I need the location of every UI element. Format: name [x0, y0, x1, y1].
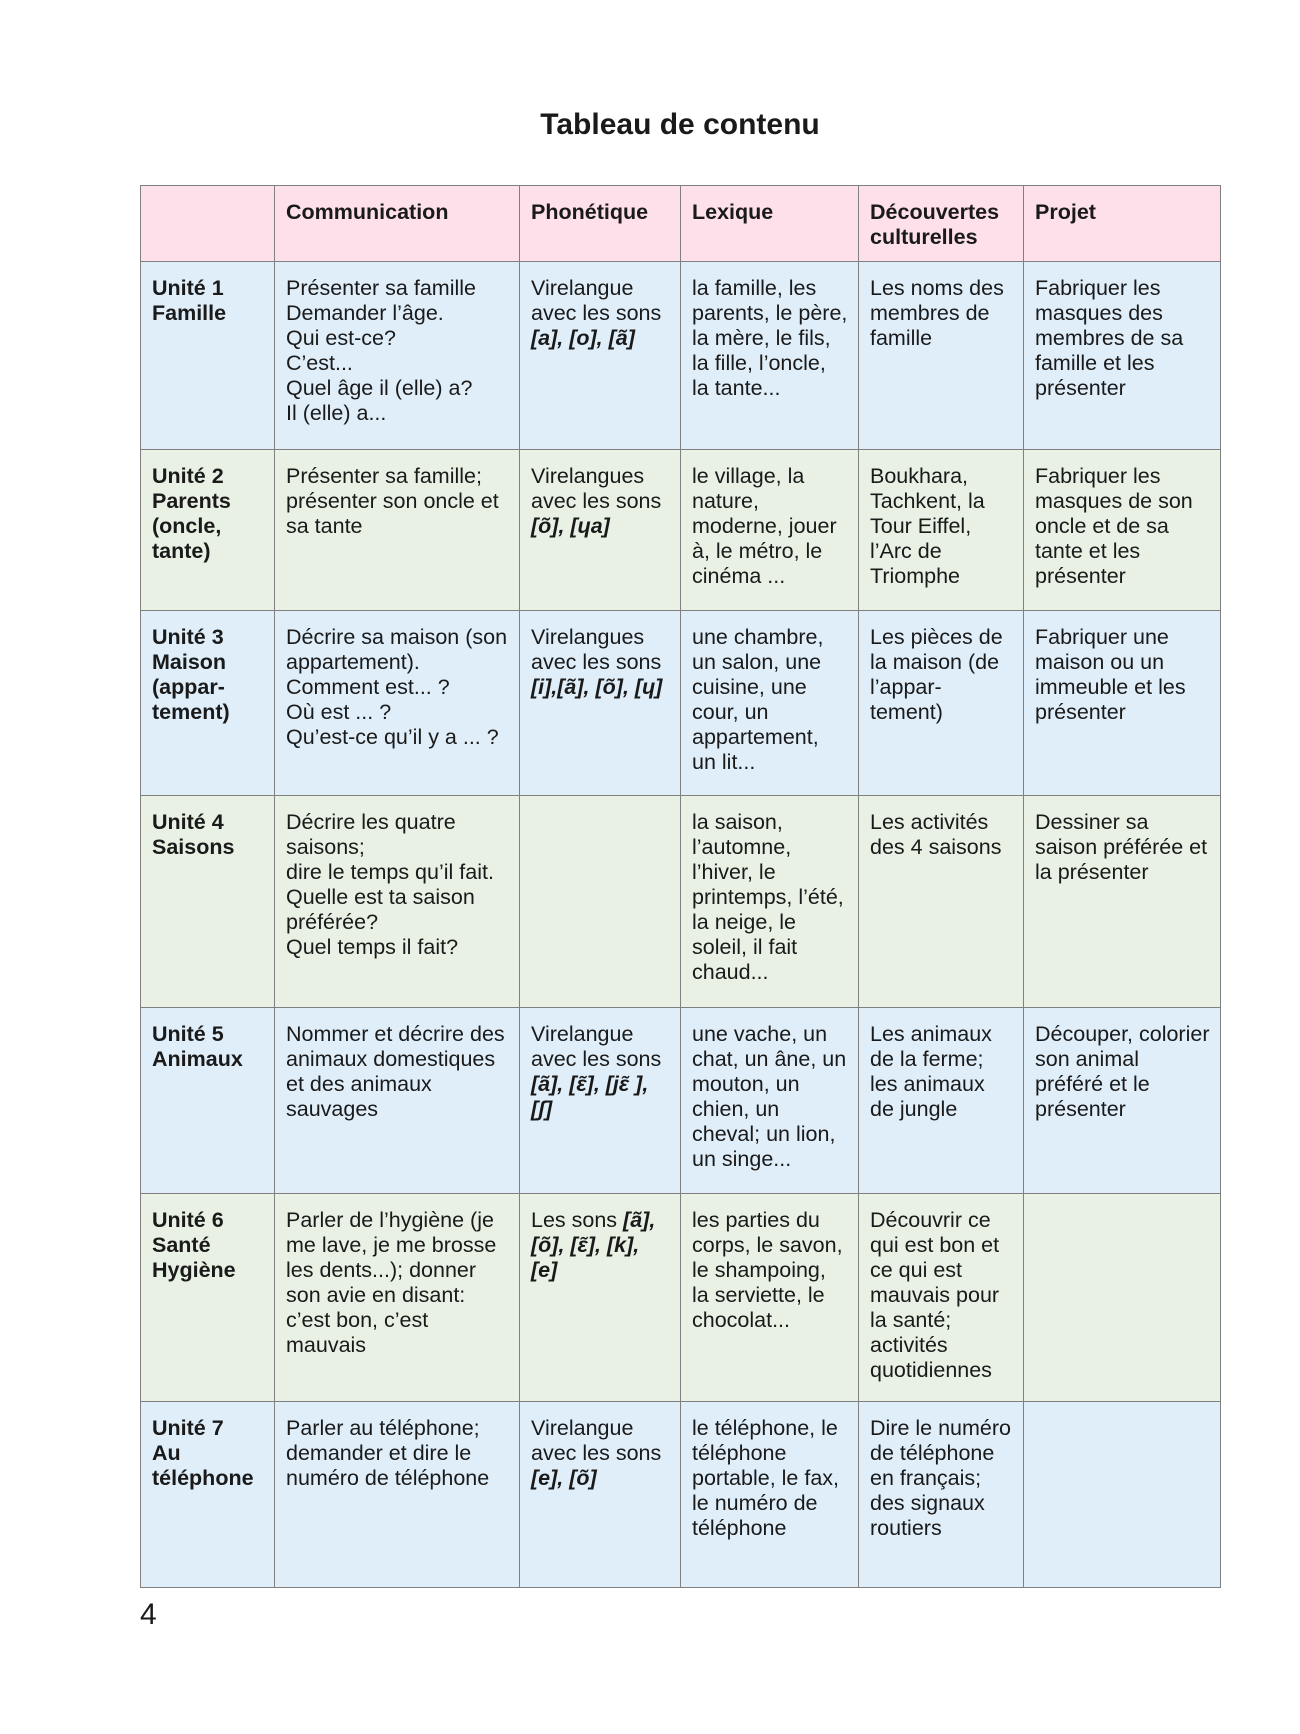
page-title: Tableau de contenu: [540, 108, 820, 141]
table-header-row: [141, 186, 1221, 262]
communication-line: Il (elle) a...: [286, 401, 387, 425]
unit-theme: tement): [152, 699, 230, 724]
communication-line: Qui est-ce?: [286, 326, 396, 350]
page-number: 4: [140, 1598, 157, 1631]
communication-line: Qu’est-ce qu’il y a ... ?: [286, 724, 499, 749]
communication-line: Présenter sa famille: [286, 276, 476, 300]
decouvertes-cell: Dire le numéro de téléphone en français; des signaux routiers: [859, 1401, 1024, 1587]
unit-theme: Animaux: [152, 1047, 243, 1072]
phonetique-cell: [520, 262, 681, 450]
unit-label: Unité 2: [152, 464, 224, 489]
unit-cell: [141, 450, 275, 610]
header-phonetique: Phonétique: [520, 186, 681, 262]
projet-cell: Découper, colorier son animal préféré et le présenter: [1024, 1008, 1221, 1194]
projet-cell: [1024, 1401, 1221, 1587]
phonetique-sounds: [ã], [ɛ̃], [jɛ̃ ], [ʃ]: [531, 1072, 649, 1122]
phonetique-cell: [520, 795, 681, 1007]
phonetique-cell: [520, 610, 681, 795]
phonetique-cell: [520, 1008, 681, 1194]
projet-cell: [1024, 1194, 1221, 1401]
communication-line: Quelle est ta saison préférée?: [286, 884, 475, 934]
unit-theme: Saisons: [152, 834, 235, 859]
unit-label: Unité 1: [152, 276, 224, 300]
communication-line: C’est...: [286, 351, 353, 375]
unit-theme: Maison: [152, 649, 227, 674]
table-row-unit-6: [141, 1194, 1221, 1401]
lexique-cell: la saison, l’automne, l’hiver, le printemps, l’été, la neige, le soleil, il fait chaud...: [681, 795, 859, 1007]
unit-cell: [141, 262, 275, 450]
projet-cell: Dessiner sa saison préférée et la présenter: [1024, 795, 1221, 1007]
unit-cell: [141, 610, 275, 795]
header-decouvertes: Découvertes culturelles: [859, 186, 1024, 262]
communication-line: Comment est... ?: [286, 674, 450, 699]
phonetique-sounds: [e], [õ]: [531, 1465, 597, 1490]
communication-line: Parler au téléphone; demander et dire le numéro de téléphone: [286, 1415, 490, 1490]
communication-cell: [275, 1008, 520, 1194]
communication-line: Parler de l’hygiène (je me lave, je me brosse les dents...); donner son avie en disant: c’est bon, c’est mauvais: [286, 1208, 497, 1358]
phonetique-cell: [520, 1194, 681, 1401]
header-communication: Communication: [275, 186, 520, 262]
table-row-unit-1: [141, 262, 1221, 450]
unit-theme: Famille: [152, 301, 227, 325]
unit-theme: Hygiène: [152, 1258, 236, 1283]
unit-label: Unité 4: [152, 809, 224, 834]
lexique-cell: une vache, un chat, un âne, un mouton, un chien, un cheval; un lion, un singe...: [681, 1008, 859, 1194]
lexique-cell: la famille, les parents, le père, la mère, le fils, la fille, l’oncle, la tante...: [681, 262, 859, 450]
phonetique-cell: [520, 450, 681, 610]
communication-cell: [275, 795, 520, 1007]
table-row-unit-3: [141, 610, 1221, 795]
phonetique-sounds: [õ], [ɥa]: [531, 514, 610, 539]
communication-line: Décrire les quatre saisons;: [286, 809, 456, 859]
unit-label: Unité 7: [152, 1415, 224, 1440]
unit-cell: [141, 795, 275, 1007]
unit-cell: [141, 1008, 275, 1194]
communication-line: Où est ... ?: [286, 699, 392, 724]
unit-theme: Parents: [152, 489, 231, 514]
unit-cell: [141, 1401, 275, 1587]
phonetique-sounds: [a], [o], [ã]: [531, 326, 635, 350]
phonetique-text: Les sons: [531, 1208, 618, 1233]
communication-cell: [275, 610, 520, 795]
phonetique-text: Virelangue avec les sons: [531, 1415, 662, 1465]
lexique-cell: une chambre, un salon, une cuisine, une cour, un appartement, un lit...: [681, 610, 859, 795]
table-row-unit-7: [141, 1401, 1221, 1587]
unit-theme: Santé: [152, 1233, 211, 1258]
lexique-cell: les parties du corps, le savon, le shampoing, la serviette, le chocolat...: [681, 1194, 859, 1401]
header-cell-empty: [141, 186, 275, 262]
table-row-unit-5: [141, 1008, 1221, 1194]
unit-cell: [141, 1194, 275, 1401]
header-lexique: Lexique: [681, 186, 859, 262]
unit-theme: tante): [152, 539, 211, 564]
unit-label: Unité 6: [152, 1208, 224, 1233]
lexique-cell: le téléphone, le téléphone portable, le fax, le numéro de téléphone: [681, 1401, 859, 1587]
contents-table: [140, 185, 1221, 1588]
communication-cell: [275, 1194, 520, 1401]
unit-theme: téléphone: [152, 1465, 254, 1490]
phonetique-text: Virelangues avec les sons: [531, 624, 662, 674]
projet-cell: Fabriquer les masques des membres de sa famille et les présenter: [1024, 262, 1221, 450]
communication-cell: [275, 1401, 520, 1587]
unit-label: Unité 5: [152, 1022, 224, 1047]
unit-theme: Au: [152, 1440, 181, 1465]
communication-line: Quel temps il fait?: [286, 934, 459, 959]
decouvertes-cell: Boukhara, Tachkent, la Tour Eiffel, l’Arc de Triomphe: [859, 450, 1024, 610]
communication-line: Nommer et décrire des animaux domestiques et des animaux sauvages: [286, 1022, 505, 1122]
unit-theme: (oncle,: [152, 514, 222, 539]
table-row-unit-2: [141, 450, 1221, 610]
projet-cell: Fabriquer les masques de son oncle et de sa tante et les présenter: [1024, 450, 1221, 610]
table-row-unit-4: [141, 795, 1221, 1007]
decouvertes-cell: Les pièces de la maison (de l’appar- tement): [859, 610, 1024, 795]
phonetique-cell: [520, 1401, 681, 1587]
decouvertes-cell: Les noms des membres de famille: [859, 262, 1024, 450]
phonetique-text: Virelangue avec les sons: [531, 1022, 662, 1072]
communication-line: Décrire sa maison (son appartement).: [286, 624, 508, 674]
communication-cell: [275, 450, 520, 610]
communication-line: Présenter sa famille; présenter son oncle et sa tante: [286, 464, 499, 539]
lexique-cell: le village, la nature, moderne, jouer à, le métro, le cinéma ...: [681, 450, 859, 610]
projet-cell: Fabriquer une maison ou un immeuble et les présenter: [1024, 610, 1221, 795]
phonetique-sounds: [i],[ã], [õ], [ɥ]: [531, 674, 663, 699]
decouvertes-cell: Découvrir ce qui est bon et ce qui est mauvais pour la santé; activités quotidiennes: [859, 1194, 1024, 1401]
phonetique-sounds: [ã], [õ], [ɛ̃], [k], [e]: [531, 1208, 656, 1283]
decouvertes-cell: Les animaux de la ferme; les animaux de jungle: [859, 1008, 1024, 1194]
communication-cell: [275, 262, 520, 450]
unit-theme: (appar-: [152, 674, 225, 699]
phonetique-text: Virelangue avec les sons: [531, 276, 662, 325]
decouvertes-cell: Les activités des 4 saisons: [859, 795, 1024, 1007]
phonetique-text: Virelangues avec les sons: [531, 464, 662, 514]
communication-line: Demander l’âge.: [286, 301, 444, 325]
communication-line: dire le temps qu’il fait.: [286, 859, 494, 884]
unit-label: Unité 3: [152, 624, 224, 649]
header-projet: Projet: [1024, 186, 1221, 262]
communication-line: Quel âge il (elle) a?: [286, 376, 473, 400]
